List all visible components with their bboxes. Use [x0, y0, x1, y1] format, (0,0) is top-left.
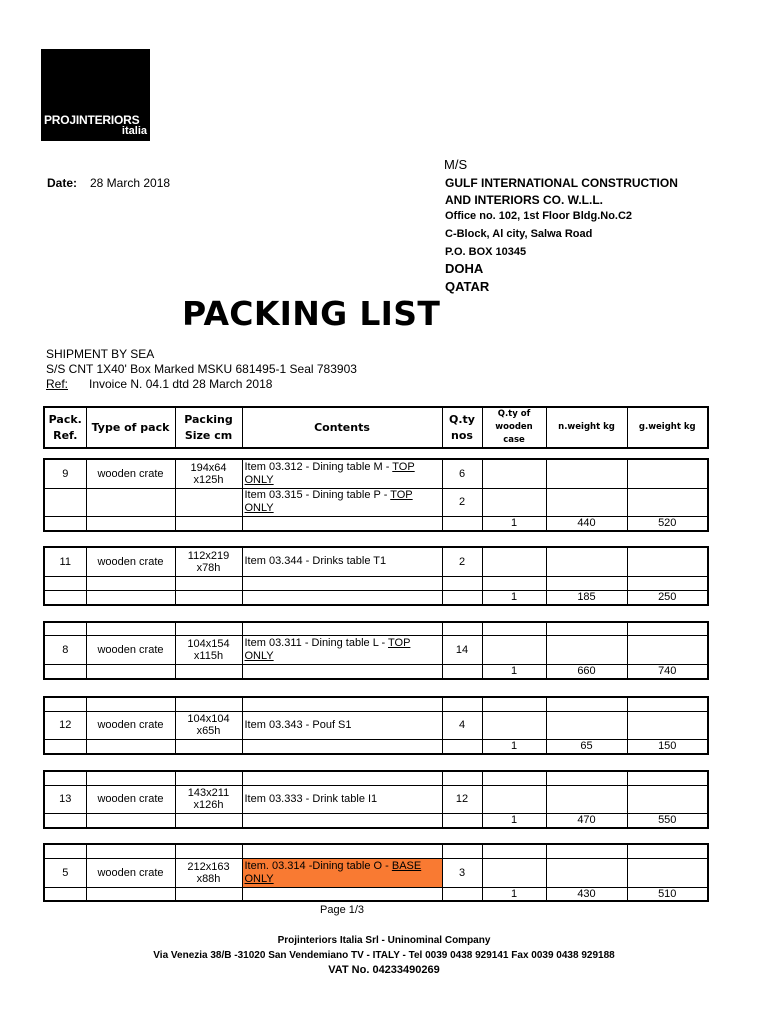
shipment-line-1: SHIPMENT BY SEA [46, 347, 155, 361]
item-contents: Item 03.343 - Pouf S1 [242, 711, 442, 739]
page-title: PACKING LIST [182, 294, 441, 333]
recipient-prefix: M/S [444, 157, 468, 172]
pack-block-5 [43, 843, 709, 902]
pack-type: wooden crate [86, 635, 175, 664]
recipient-country: QATAR [445, 279, 490, 294]
pack-gweight: 510 [627, 887, 708, 901]
header-qty: Q.ty nos [442, 407, 482, 448]
pack-gweight: 150 [627, 739, 708, 754]
recipient-line-5: P.O. BOX 10345 [445, 246, 527, 258]
pack-nweight: 660 [546, 664, 627, 679]
pack-size: 112x219 x78h [175, 547, 242, 576]
pack-gweight: 740 [627, 664, 708, 679]
header-pack-ref: Pack. Ref. [44, 407, 86, 448]
pack-ref: 13 [44, 785, 86, 813]
pack-cases: 1 [482, 739, 546, 754]
recipient-line-1: GULF INTERNATIONAL CONSTRUCTION [445, 176, 678, 190]
item-qty: 6 [442, 459, 482, 488]
footer-vat: VAT No. 04233490269 [328, 964, 440, 976]
pack-gweight: 250 [627, 590, 708, 605]
item-qty: 12 [442, 785, 482, 813]
pack-block-8 [43, 621, 709, 680]
pack-cases: 1 [482, 516, 546, 531]
item-contents: Item 03.315 - Dining table P - TOP ONLY [242, 488, 442, 516]
pack-block-12 [43, 696, 709, 755]
date-label: Date: [47, 176, 78, 190]
recipient-line-3: Office no. 102, 1st Floor Bldg.No.C2 [445, 210, 633, 222]
pack-nweight: 185 [546, 590, 627, 605]
logo-line-2: italia [121, 125, 147, 137]
company-logo [41, 49, 150, 141]
page-number: Page 1/3 [320, 904, 365, 916]
pack-nweight: 470 [546, 813, 627, 828]
date-value: 28 March 2018 [90, 176, 171, 190]
header-packing-size: Packing Size cm [175, 407, 242, 448]
pack-ref: 11 [44, 547, 86, 576]
pack-ref: 5 [44, 858, 86, 887]
pack-cases: 1 [482, 590, 546, 605]
item-qty: 14 [442, 635, 482, 664]
item-qty: 2 [442, 488, 482, 516]
pack-ref: 9 [44, 459, 86, 488]
header-type: Type of pack [86, 407, 175, 448]
pack-type: wooden crate [86, 711, 175, 739]
ref-value: Invoice N. 04.1 dtd 28 March 2018 [89, 377, 273, 391]
recipient-line-4: C-Block, Al city, Salwa Road [445, 228, 593, 240]
pack-gweight: 550 [627, 813, 708, 828]
header-nweight: n.weight kg [546, 407, 627, 448]
pack-ref: 12 [44, 711, 86, 739]
pack-nweight: 430 [546, 887, 627, 901]
pack-size: 194x64 x125h [175, 459, 242, 488]
item-contents: Item 03.312 - Dining table M - TOP ONLY [242, 459, 442, 488]
item-qty: 4 [442, 711, 482, 739]
item-contents-highlighted: Item. 03.314 -Dining table O - BASE ONLY [242, 858, 442, 887]
pack-size: 212x163 x88h [175, 858, 242, 887]
header-gweight: g.weight kg [627, 407, 708, 448]
logo-line-1: PROJINTERIORS [44, 113, 140, 127]
pack-block-11 [43, 546, 709, 606]
recipient-city: DOHA [445, 261, 484, 276]
pack-type: wooden crate [86, 547, 175, 576]
recipient-line-2: AND INTERIORS CO. W.L.L. [445, 193, 603, 207]
shipment-line-2: S/S CNT 1X40' Box Marked MSKU 681495-1 Seal 783903 [46, 362, 357, 376]
ref-label: Ref: [46, 377, 69, 391]
pack-ref: 8 [44, 635, 86, 664]
item-qty: 2 [442, 547, 482, 576]
item-contents: Item 03.333 - Drink table I1 [242, 785, 442, 813]
pack-size: 143x211 x126h [175, 785, 242, 813]
item-contents: Item 03.311 - Dining table L - TOP ONLY [242, 635, 442, 664]
header-wooden-case: Q.ty of wooden case [482, 407, 546, 448]
footer-address: Via Venezia 38/B -31020 San Vendemiano TV - ITALY - Tel 0039 0438 929141 Fax 0039 0438 929188 [153, 950, 615, 961]
pack-type: wooden crate [86, 459, 175, 488]
pack-block-13 [43, 770, 709, 829]
item-qty: 3 [442, 858, 482, 887]
pack-cases: 1 [482, 813, 546, 828]
pack-block-9 [43, 458, 709, 532]
table-header [43, 406, 709, 449]
pack-nweight: 65 [546, 739, 627, 754]
header-contents: Contents [242, 407, 442, 448]
item-contents: Item 03.344 - Drinks table T1 [242, 547, 442, 576]
pack-cases: 1 [482, 887, 546, 901]
pack-type: wooden crate [86, 858, 175, 887]
pack-nweight: 440 [546, 516, 627, 531]
pack-cases: 1 [482, 664, 546, 679]
pack-size: 104x154 x115h [175, 635, 242, 664]
pack-type: wooden crate [86, 785, 175, 813]
pack-size: 104x104 x65h [175, 711, 242, 739]
pack-gweight: 520 [627, 516, 708, 531]
footer-company: Projinteriors Italia Srl - Uninominal Company [277, 935, 491, 946]
